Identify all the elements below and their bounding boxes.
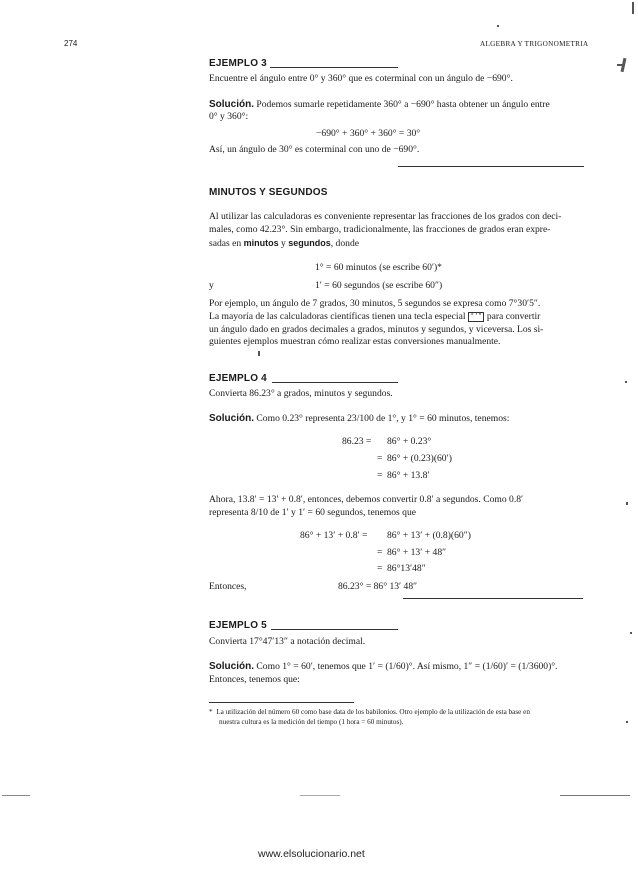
example-3-heading: EJEMPLO 3 (209, 58, 267, 69)
end-rule (403, 598, 583, 599)
footnote-line: nuestra cultura es la medición del tiempo (1 hora = 60 minutos). (219, 717, 404, 726)
intro-line: Al utilizar las calculadoras es conveniente representar las fracciones de los grados con deci- (209, 211, 562, 222)
paragraph-text: para convertir (486, 310, 541, 322)
solution-label: Solución. (209, 99, 254, 110)
eq-row-5-lhs: = (377, 547, 383, 558)
scan-mark (258, 351, 260, 356)
example-5-solution-line-2: Entonces, tenemos que: (209, 674, 300, 685)
paragraph-text: La mayoría de las calculadoras científicas tienen una tecla especial (209, 310, 466, 322)
solution-label: Solución. (209, 661, 254, 672)
definition-degree: 1° = 60 minutos (se escribe 60′)* (315, 262, 442, 273)
heading-rule (272, 382, 398, 383)
term-segundos: segundos (288, 237, 331, 248)
solution-text: Como 1° = 60′, tenemos que 1′ = (1/60)°. Así mismo, 1″ = (1/60)′ = (1/3600)°. (256, 661, 558, 672)
paragraph-line (209, 311, 589, 324)
eq-row-3-rhs: 86° + 13.8′ (387, 470, 430, 481)
intro-line: males, como 42.23°. Sin embargo, tradicionalmente, las fracciones de grados eran expre- (209, 223, 551, 235)
example-4-solution (209, 413, 509, 426)
footnote (209, 708, 530, 727)
heading-rule (270, 67, 398, 68)
example-4-heading: EJEMPLO 4 (209, 373, 267, 384)
scan-mark (2, 795, 30, 796)
section-heading: MINUTOS Y SEGUNDOS (209, 187, 328, 198)
intro-text: y (278, 237, 289, 249)
solution-label: Solución. (209, 413, 254, 424)
eq-row-2-lhs: = (377, 453, 383, 464)
intro-text: sadas en (209, 237, 244, 249)
final-equation: 86.23° = 86° 13′ 48″ (338, 581, 418, 592)
scan-mark (625, 381, 627, 383)
example-3-solution-line-1 (209, 99, 550, 112)
scan-mark (626, 502, 628, 505)
intro-line (209, 237, 585, 251)
scan-mark (497, 25, 499, 27)
heading-rule (271, 629, 398, 630)
example-5-solution (209, 661, 558, 674)
scan-mark (630, 632, 632, 634)
solution-text: Como 0.23° representa 23/100 de 1°, y 1° = 60 minutos, tenemos: (256, 413, 510, 424)
example-4-prompt: Convierta 86.23° a grados, minutos y segundos. (209, 388, 393, 399)
scan-mark (617, 64, 625, 66)
example-4-mid-line-2: representa 8/10 de 1′ y 1′ = 60 segundos, tenemos que (209, 507, 417, 518)
y-label: y (209, 280, 214, 291)
example-5-prompt: Convierta 17°47′13″ a notación decimal. (209, 636, 366, 647)
end-rule (398, 166, 584, 167)
example-3-conclusion: Así, un ángulo de 30° es coterminal con uno de −690°. (209, 144, 420, 155)
paragraph-line: Por ejemplo, un ángulo de 7 grados, 30 minutos, 5 segundos se expresa como 7°30′5″. (209, 298, 541, 309)
section-paragraph-2 (209, 298, 589, 349)
page-number: 274 (64, 39, 78, 48)
eq-row-5-rhs: 86° + 13′ + 48″ (387, 547, 447, 558)
footnote-marker: * (209, 708, 213, 716)
eq-row-4-lhs: 86° + 13′ + 0.8′ = (300, 530, 368, 541)
entonces-label: Entonces, (209, 581, 247, 592)
footnote-text: La utilización del número 60 como base data de los babilonios. Otro ejemplo de la utilización de esta base en (216, 708, 530, 716)
term-minutos: minutos (243, 237, 279, 248)
paragraph-line: guientes ejemplos muestran cómo realizar estas conversiones manualmente. (209, 336, 501, 348)
footnote-line (209, 708, 530, 718)
eq-row-3-lhs: = (377, 470, 383, 481)
eq-row-2-rhs: 86° + (0.23)(60′) (387, 453, 452, 464)
example-3-solution-line-2: 0° y 360°: (209, 111, 249, 122)
example-3-equation: −690° + 360° + 360° = 30° (316, 128, 421, 139)
eq-row-1-rhs: 86° + 0.23° (387, 436, 432, 447)
example-5-heading: EJEMPLO 5 (209, 620, 267, 631)
eq-row-4-rhs: 86° + 13′ + (0.8)(60″) (387, 530, 471, 541)
dms-key-icon: ° ′ ″ (468, 312, 484, 322)
eq-row-6-lhs: = (377, 563, 383, 574)
footer-url[interactable]: www.elsolucionario.net (258, 848, 365, 860)
scan-mark (300, 795, 340, 796)
eq-row-6-rhs: 86°13′48″ (387, 563, 426, 574)
footnote-rule (209, 702, 354, 703)
scan-mark (560, 795, 630, 796)
solution-text: Podemos sumarle repetidamente 360° a −690° hasta obtener un ángulo entre (256, 99, 550, 110)
intro-text: , donde (330, 237, 359, 249)
eq-row-1-lhs: 86.23 = (342, 436, 372, 447)
scan-mark (626, 721, 628, 723)
paragraph-line: un ángulo dado en grados decimales a grados, minutos y segundos, y viceversa. Los si- (209, 323, 544, 335)
example-4-mid-line-1: Ahora, 13.8′ = 13′ + 0.8′, entonces, debemos convertir 0.8′ a segundos. Como 0.8′ (209, 494, 524, 505)
running-title: ALGEBRA Y TRIGONOMETRIA (480, 40, 589, 48)
example-3-prompt: Encuentre el ángulo entre 0° y 360° que es coterminal con un ángulo de −690°. (209, 73, 513, 84)
section-intro (209, 211, 585, 250)
definition-minute: 1′ = 60 segundos (se escribe 60″) (315, 280, 443, 291)
scan-mark (632, 2, 634, 14)
